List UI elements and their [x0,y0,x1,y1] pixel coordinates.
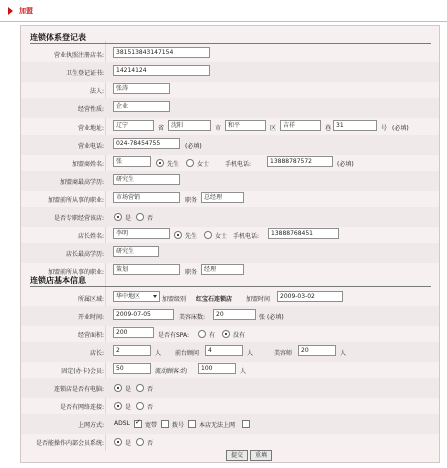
chain-manager-yes-radio[interactable] [114,213,122,221]
area-input[interactable]: 200 [113,327,154,338]
label-member-system: 是否能操作内部会员系统: [35,440,104,447]
label-manager-name: 店长姓名: [77,233,104,240]
label-business-phone: 营业电话: [77,143,104,150]
street-input[interactable]: 吉祥 [280,120,321,131]
franchisee-name-input[interactable]: 张 [113,156,151,167]
manager-education-input[interactable]: 研究生 [113,246,159,257]
manager-female-label: 女士 [215,233,228,240]
label-open-time: 开业时间: [77,314,104,321]
health-cert-input[interactable]: 14214124 [113,65,210,76]
broadband-checkbox[interactable] [134,420,142,428]
chevron-down-icon [153,295,157,298]
submit-button[interactable]: 提交 [226,450,248,461]
province-input[interactable]: 辽宁 [113,120,154,131]
franchise-form [20,25,440,463]
dialup-checkbox[interactable] [161,420,169,428]
franchisee-female-radio[interactable] [186,159,194,167]
beds-required-note: (必填) [267,314,284,321]
reset-button[interactable]: 重填 [250,450,272,461]
row-legal-person [21,80,439,100]
computer-yes-label: 是 [125,386,132,393]
members-input[interactable]: 50 [113,363,151,374]
beds-label: 美容床数: [179,314,206,321]
network-no-label: 否 [147,404,154,411]
region-selected-value: 华中地区 [116,293,141,300]
page-title: 加盟 [19,7,33,15]
beautician-unit: 人 [340,350,347,357]
phone-required-note: (必填) [185,143,202,150]
legal-person-input[interactable]: 张涛 [113,83,170,94]
chain-manager-no-radio[interactable] [136,213,144,221]
manager-position-label: 职务 [185,269,198,276]
other-network-checkbox[interactable] [242,420,250,428]
franchise-level-label: 加盟级别 [162,296,187,303]
label-staff: 店长: [89,350,104,357]
label-health-cert: 卫生登记证书: [65,70,104,77]
number-input[interactable]: 31 [333,120,377,131]
district-input[interactable]: 和平 [225,120,266,131]
manager-name-input[interactable]: 李明 [113,228,170,239]
franchisee-prev-job-input[interactable]: 市场营销 [113,192,180,203]
row-business-address [21,117,439,137]
page-header [0,0,447,22]
row-region [21,288,439,308]
manager-male-label: 先生 [185,233,198,240]
franchisee-male-radio[interactable] [156,159,164,167]
member-system-no-label: 否 [147,440,154,447]
label-members: 固定(办卡)会员: [61,368,104,375]
manager-count-unit: 人 [155,350,162,357]
franchise-time-input[interactable]: 2009-03-02 [277,291,343,302]
row-is-chain-manager [21,207,439,227]
district-suffix: 区 [270,125,277,132]
franchisee-mobile-required: (必填) [337,161,354,168]
label-business-license: 营业执照注册店名: [53,52,104,59]
city-suffix: 市 [215,125,222,132]
manager-position-input[interactable]: 经理 [201,264,244,275]
chain-manager-yes-label: 是 [125,215,132,222]
row-area [21,324,439,344]
label-franchisee-education: 加盟商最高学历: [59,179,104,186]
label-network-type: 上网方式: [77,422,104,429]
label-has-computer: 连锁店是否有电脑: [53,386,104,393]
manager-count-input[interactable]: 2 [113,345,151,356]
row-has-computer [21,378,439,398]
label-manager-education: 店长最高学历: [65,251,104,258]
street-suffix: 巷 [325,125,332,132]
row-business-license [21,44,439,64]
row-franchisee-name [21,153,439,173]
manager-mobile-input[interactable]: 13888768451 [268,228,339,239]
floating-customers-input[interactable]: 100 [198,363,236,374]
computer-no-radio[interactable] [136,384,144,392]
region-select[interactable] [113,291,160,302]
row-health-cert [21,62,439,82]
computer-yes-radio[interactable] [114,384,122,392]
franchisee-mobile-input[interactable]: 13888787572 [267,156,333,167]
manager-male-radio[interactable] [174,231,182,239]
network-yes-label: 是 [125,404,132,411]
no-internet-label: 本店无法上网 [199,422,236,429]
row-franchisee-prev-job [21,189,439,209]
beds-unit: 张 [259,314,266,321]
row-has-network [21,396,439,416]
front-desk-label: 前台顾问 [175,350,200,357]
manager-female-radio[interactable] [204,231,212,239]
adsl-label: ADSL [114,420,130,427]
spa-yes-radio[interactable] [198,330,206,338]
front-desk-unit: 人 [247,350,254,357]
network-yes-radio[interactable] [114,402,122,410]
network-no-radio[interactable] [136,402,144,410]
row-manager-name [21,225,439,245]
label-manager-prev-job: 加盟前所从事的职业: [47,269,104,276]
row-member-system [21,432,439,452]
spa-no-radio[interactable] [222,330,230,338]
label-legal-person: 法人: [89,88,104,95]
spa-no-label: 没有 [233,332,246,339]
manager-prev-job-input[interactable]: 策划 [113,264,180,275]
member-system-no-radio[interactable] [136,438,144,446]
business-license-input[interactable]: 381513843147154 [113,47,210,58]
label-has-network: 是否有网络连接: [59,404,104,411]
address-required-note: (必填) [392,125,409,132]
dialup-label: 拨号 [172,422,185,429]
row-network-type [21,414,439,434]
row-manager-education [21,243,439,263]
franchise-level-value: 红宝石连锁店 [196,296,233,303]
label-franchisee-prev-job: 加盟前所从事的职业: [47,197,104,204]
province-suffix: 省 [158,125,165,132]
label-region: 所属区域: [77,296,104,303]
franchise-time-label: 加盟时间 [246,296,271,303]
city-input[interactable]: 沈阳 [168,120,211,131]
section-divider [30,286,431,287]
section-title-store-info: 连锁店基本信息 [30,276,86,285]
label-is-chain-manager: 是否专职经营该店: [53,215,104,222]
open-time-input[interactable]: 2009-07-05 [113,309,174,320]
franchisee-education-input[interactable]: 研究生 [113,174,180,185]
business-phone-input[interactable]: 024-78454755 [113,138,180,149]
spa-label: 是否有SPA: [158,332,190,339]
row-business-nature [21,98,439,118]
beautician-input[interactable]: 20 [298,345,336,356]
business-nature-input[interactable]: 企业 [113,101,170,112]
spa-yes-label: 有 [209,332,216,339]
franchisee-female-label: 女士 [197,161,210,168]
label-business-address: 营业地址: [77,125,104,132]
number-suffix: 号 [381,125,388,132]
broadband-label: 宽带 [145,422,158,429]
label-franchisee-name: 加盟商姓名: [71,161,104,168]
arrow-right-icon [8,7,13,15]
row-members [21,360,439,380]
label-area: 经营面积: [77,332,104,339]
front-desk-input[interactable]: 4 [205,345,243,356]
section-title-registration: 连锁体系登记表 [30,33,86,42]
franchisee-position-label: 职务 [185,197,198,204]
row-staff [21,342,439,362]
beds-input[interactable]: 20 [213,309,256,320]
row-open-time [21,306,439,326]
label-business-nature: 经营性质: [77,106,104,113]
member-system-yes-radio[interactable] [114,438,122,446]
beautician-label: 美容师 [274,350,293,357]
floating-customers-unit: 人 [240,368,247,375]
manager-mobile-label: 手机电话: [233,233,260,240]
franchisee-position-input[interactable]: 总经理 [201,192,244,203]
row-business-phone [21,135,439,155]
member-system-yes-label: 是 [125,440,132,447]
floating-customers-label: 流动顾客:约 [155,368,188,375]
no-internet-checkbox[interactable] [188,420,196,428]
chain-manager-no-label: 否 [147,215,154,222]
computer-no-label: 否 [147,386,154,393]
franchisee-mobile-label: 手机电话: [225,161,252,168]
franchisee-male-label: 先生 [167,161,180,168]
row-franchisee-education [21,171,439,191]
